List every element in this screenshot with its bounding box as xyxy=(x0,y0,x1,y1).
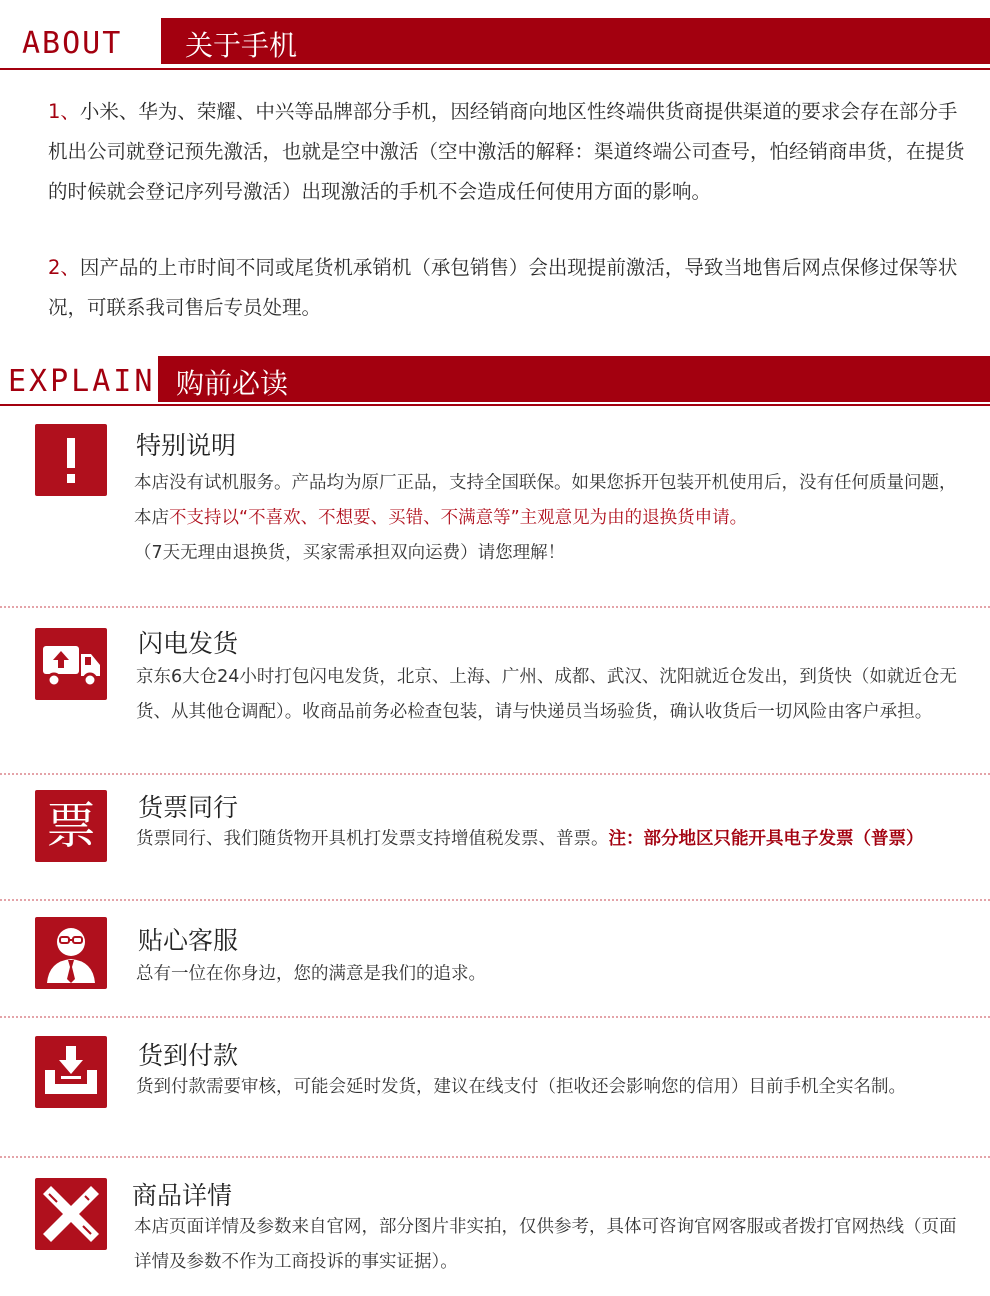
about-paragraph-1 xyxy=(48,92,976,212)
notice-title: 商品详情 xyxy=(132,1181,233,1210)
about-heading-cn: 关于手机 xyxy=(185,29,298,62)
explain-heading-bar xyxy=(158,356,990,402)
notice-description: 京东6大仓24小时打包闪电发货，北京、上海、广州、成都、武汉、沈阳就近仓发出，到货快（如就近仓无货、从其他仓调配）。收商品前务必检查包装，请与快递员当场验货，确认收货后一切风险由客户承担。 xyxy=(136,667,957,722)
dotted-separator xyxy=(0,773,990,775)
dotted-separator xyxy=(0,899,990,901)
about-paragraph-1-number: 1、 xyxy=(48,100,80,123)
invoice-icon-glyph: 票 xyxy=(46,797,96,855)
dotted-separator xyxy=(0,606,990,608)
explain-banner xyxy=(0,356,990,410)
explain-heading-en: EXPLAIN xyxy=(8,364,156,399)
dotted-separator xyxy=(0,1156,990,1158)
about-divider xyxy=(0,68,990,70)
about-paragraph-1-text: 小米、华为、荣耀、中兴等品牌部分手机，因经销商向地区性终端供货商提供渠道的要求会存在部分手机出公司就登记预先激活，也就是空中激活（空中激活的解释：渠道终端公司查号，怕经销商串货，在提货的时候就会登记序列号激活）出现激活的手机不会造成任何使用方面的影响。 xyxy=(48,100,965,203)
about-banner xyxy=(0,18,990,74)
cash-on-delivery-icon xyxy=(35,1036,107,1108)
explain-divider xyxy=(0,404,990,406)
notice-description xyxy=(136,822,972,857)
notice-title: 闪电发货 xyxy=(138,629,239,658)
notice-description-note: （7天无理由退换货，买家需承担双向运费）请您理解！ xyxy=(134,543,566,563)
notice-description-text: 货票同行、我们随货物开具机打发票支持增值税发票、普票。 xyxy=(136,829,609,849)
delivery-truck-icon xyxy=(35,628,107,700)
exclamation-icon xyxy=(35,424,107,496)
notice-description xyxy=(134,466,970,571)
notice-description: 货到付款需要审核，可能会延时发货，建议在线支付（拒收还会影响您的信用）目前手机全实名制。 xyxy=(136,1077,906,1097)
notice-title: 货票同行 xyxy=(138,793,239,822)
invoice-icon xyxy=(35,790,107,862)
notice-description-highlight: 不支持以“不喜欢、不想要、买错、不满意等”主观意见为由的退换货申请。 xyxy=(169,508,748,528)
explain-heading-cn: 购前必读 xyxy=(176,367,289,400)
notice-description-text: 本店没有试机服务。产品均为原厂正品，支持全国联保。如果您拆开包装开机使用后，没有任何质量问题，本店 xyxy=(134,473,957,528)
about-heading-en: ABOUT xyxy=(22,26,123,61)
notice-description-highlight: 注：部分地区只能开具电子发票（普票） xyxy=(608,829,924,849)
notice-description: 本店页面详情及参数来自官网，部分图片非实拍，仅供参考，具体可咨询官网客服或者拨打官网热线（页面详情及参数不作为工商投诉的事实证据）。 xyxy=(134,1217,957,1272)
notice-title: 货到付款 xyxy=(138,1041,239,1070)
about-heading-bar xyxy=(161,18,990,64)
notice-title: 特别说明 xyxy=(136,431,237,460)
dotted-separator xyxy=(0,1016,990,1018)
notice-description: 总有一位在你身边，您的满意是我们的追求。 xyxy=(136,964,486,984)
product-details-icon xyxy=(35,1178,107,1250)
notice-title: 贴心客服 xyxy=(138,926,239,955)
about-paragraph-2-text: 因产品的上市时间不同或尾货机承销机（承包销售）会出现提前激活，导致当地售后网点保修过保等状况，可联系我司售后专员处理。 xyxy=(48,256,958,319)
customer-service-icon xyxy=(35,917,107,989)
about-paragraph-2-number: 2、 xyxy=(48,256,80,279)
about-paragraph-2 xyxy=(48,248,976,328)
